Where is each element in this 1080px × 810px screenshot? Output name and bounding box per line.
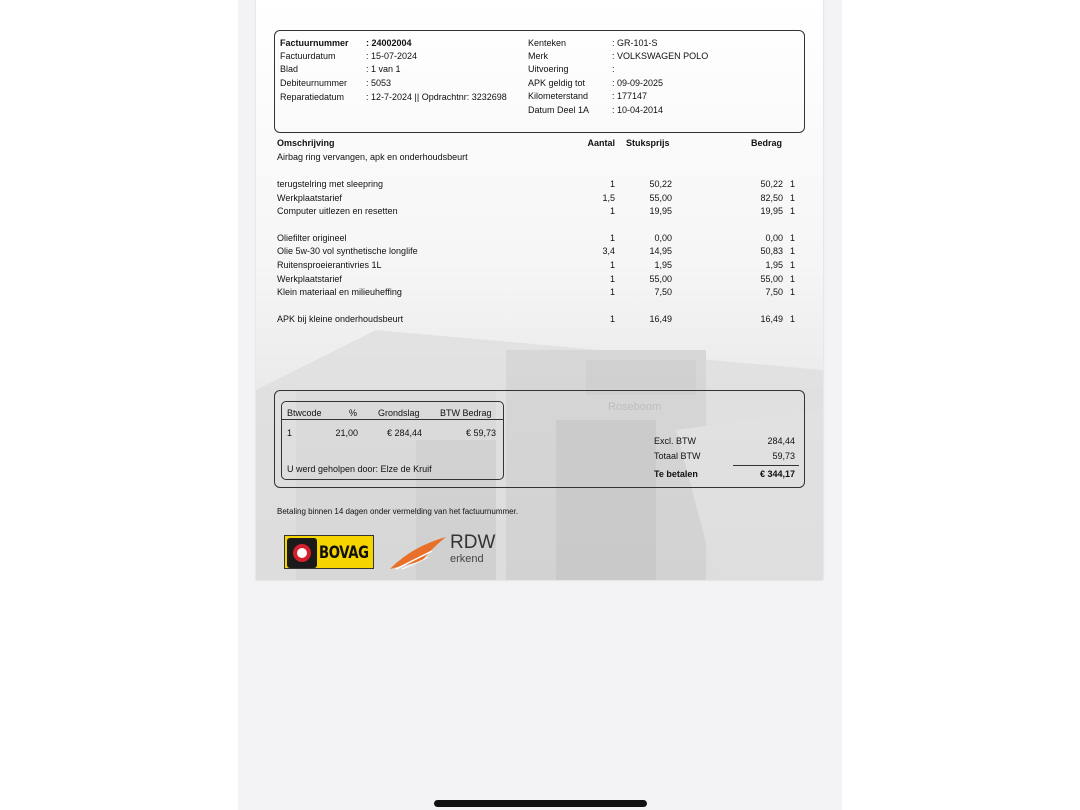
line-description: Klein materiaal en milieuheffing <box>277 287 402 297</box>
line-unit-price: 16,49 <box>649 314 672 324</box>
line-qty: 1 <box>609 233 615 243</box>
line-vat-code: 1 <box>790 206 796 216</box>
line-vat-code: 1 <box>790 274 796 284</box>
vat-pct-value: 21,00 <box>335 428 358 438</box>
total-vat-label: Totaal BTW <box>654 451 701 461</box>
line-vat-code: 1 <box>790 314 796 324</box>
payment-note: Betaling binnen 14 dagen onder vermelding van het factuurnummer. <box>277 507 519 516</box>
repair-date-value: : 12-7-2024 || Opdrachtnr: 3232698 <box>366 92 507 102</box>
line-vat-code: 1 <box>790 246 796 256</box>
line-unit-price: 50,22 <box>649 179 672 189</box>
registration-date-label: Datum Deel 1A <box>528 105 590 115</box>
vat-base-value: € 284,44 <box>386 428 422 438</box>
line-description: Computer uitlezen en resetten <box>277 206 398 216</box>
line-amount: 19,95 <box>760 206 783 216</box>
line-amount: 7,50 <box>765 287 783 297</box>
col-amount-header: Bedrag <box>750 138 782 148</box>
line-qty: 1 <box>609 287 615 297</box>
line-qty: 1 <box>609 314 615 324</box>
page-value: : 1 van 1 <box>366 64 401 74</box>
line-amount: 50,22 <box>760 179 783 189</box>
brand-value: : VOLKSWAGEN POLO <box>612 51 709 61</box>
line-amount: 55,00 <box>760 274 783 284</box>
amount-due-value: € 344,17 <box>759 469 795 479</box>
page-label: Blad <box>280 64 299 74</box>
col-unit-price-header: Stuksprijs <box>626 138 670 148</box>
line-qty: 1 <box>609 179 615 189</box>
watermark-text: Roseboom <box>608 401 662 413</box>
vat-code-header: Btwcode <box>287 408 322 418</box>
line-unit-price: 55,00 <box>649 193 672 203</box>
line-unit-price: 14,95 <box>649 246 672 256</box>
vat-code-value: 1 <box>287 428 293 438</box>
debtor-number-label: Debiteurnummer <box>280 78 348 88</box>
line-vat-code: 1 <box>790 179 796 189</box>
line-amount: 1,95 <box>765 260 783 270</box>
line-unit-price: 0,00 <box>654 233 672 243</box>
vat-table-divider <box>281 419 504 420</box>
col-description-header: Omschrijving <box>277 138 335 148</box>
line-description: Olie 5w-30 vol synthetische longlife <box>277 246 418 256</box>
col-qty-header: Aantal <box>587 138 615 148</box>
invoice-date-label: Factuurdatum <box>280 51 336 61</box>
line-unit-price: 19,95 <box>649 206 672 216</box>
vat-amount-value: € 59,73 <box>465 428 496 438</box>
line-qty: 1,5 <box>602 193 615 203</box>
mileage-value: : 177147 <box>612 91 648 101</box>
invoice-number-value: : 24002004 <box>366 38 412 48</box>
debtor-number-value: : 5053 <box>366 78 392 88</box>
rdw-wing-icon <box>388 535 448 571</box>
mileage-label: Kilometerstand <box>528 91 589 101</box>
sum-line <box>733 465 799 466</box>
line-description: Oliefilter origineel <box>277 233 347 243</box>
bovag-logo-text: BOVAG <box>319 543 369 563</box>
version-label: Uitvoering <box>528 64 569 74</box>
line-description: Ruitensproeierantivries 1L <box>277 260 382 270</box>
apk-valid-label: APK geldig tot <box>528 78 586 88</box>
registration-date-value: : 10-04-2014 <box>612 105 664 115</box>
line-unit-price: 7,50 <box>654 287 672 297</box>
line-amount: 82,50 <box>760 193 783 203</box>
line-vat-code: 1 <box>790 233 796 243</box>
plate-value: : GR-101-S <box>612 38 658 48</box>
version-value: : <box>612 64 615 74</box>
line-amount: 50,83 <box>760 246 783 256</box>
line-unit-price: 55,00 <box>649 274 672 284</box>
apk-valid-value: : 09-09-2025 <box>612 78 664 88</box>
vat-pct-header: % <box>349 408 358 418</box>
vat-amount-header: BTW Bedrag <box>440 408 492 418</box>
line-qty: 1 <box>609 206 615 216</box>
line-description: terugstelring met sleepring <box>277 179 384 189</box>
line-description: APK bij kleine onderhoudsbeurt <box>277 314 404 324</box>
plate-label: Kenteken <box>528 38 567 48</box>
line-amount: 0,00 <box>765 233 783 243</box>
line-qty: 1 <box>609 274 615 284</box>
line-vat-code: 1 <box>790 193 796 203</box>
rdw-logo-subtitle: erkend <box>450 553 484 565</box>
line-qty: 3,4 <box>602 246 615 256</box>
brand-label: Merk <box>528 51 548 61</box>
line-vat-code: 1 <box>790 287 796 297</box>
rdw-logo-title: RDW <box>450 532 496 553</box>
line-qty: 1 <box>609 260 615 270</box>
total-vat-value: 59,73 <box>772 451 795 461</box>
bovag-logo <box>284 535 374 569</box>
bovag-emblem-icon <box>287 538 317 568</box>
excl-vat-label: Excl. BTW <box>654 436 696 446</box>
line-unit-price: 1,95 <box>654 260 672 270</box>
line-vat-code: 1 <box>790 260 796 270</box>
intro-text: Airbag ring vervangen, apk en onderhoudsbeurt <box>277 152 468 162</box>
invoice-number-label: Factuurnummer <box>280 38 349 48</box>
home-indicator[interactable] <box>434 800 647 807</box>
line-amount: 16,49 <box>760 314 783 324</box>
repair-date-label: Reparatiedatum <box>280 92 345 102</box>
line-description: Werkplaatstarief <box>277 193 342 203</box>
excl-vat-value: 284,44 <box>767 436 795 446</box>
line-description: Werkplaatstarief <box>277 274 342 284</box>
invoice-date-value: : 15-07-2024 <box>366 51 418 61</box>
amount-due-label: Te betalen <box>654 469 698 479</box>
vat-base-header: Grondslag <box>378 408 420 418</box>
helped-by-text: U werd geholpen door: Elze de Kruif <box>287 464 432 474</box>
